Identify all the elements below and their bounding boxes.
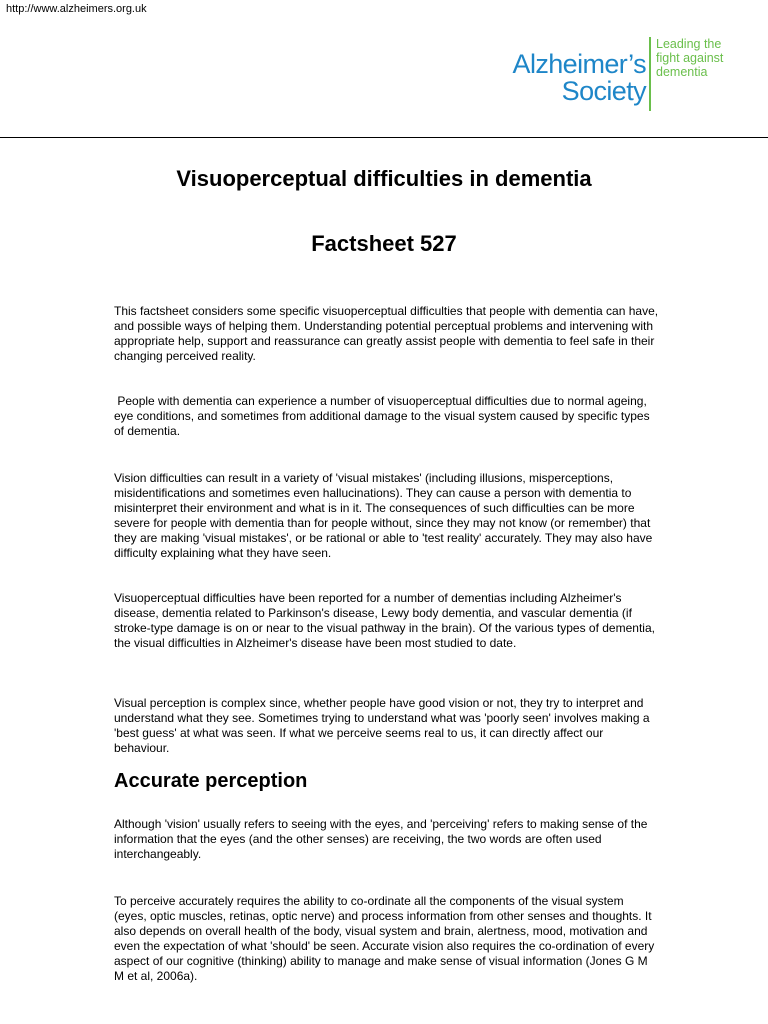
logo-name-line-2: Society [561,76,646,106]
paragraph-visual-perception: Visual perception is complex since, whether people have good vision or not, they try to interpret and understand what they see. Sometimes trying to understand what was 'poorly seen' involves making a 'best guess' at what was seen. If what we perceive seems real to us, it can directly affect our behaviour. [114,696,650,755]
logo-organisation-name [506,51,646,105]
paragraph-vision-difficulties: Vision difficulties can result in a variety of 'visual mistakes' (including illusions, misperceptions, misidentifications and sometimes even hallucinations). They can cause a person with dementia to misinterpret their environment and what is in it. The consequences of such difficulties can be more severe for people with dementia than for people without, since they may not know (or remember) that they are making 'visual mistakes', or be rational or able to 'test reality' accurately. They may also have difficulty explaining what they have seen. [114,471,653,560]
logo-tagline [656,37,723,79]
paragraph-vision-vs-perceiving: Although 'vision' usually refers to seeing with the eyes, and 'perceiving' refers to making sense of the information that the eyes (and the other senses) are receiving, the two words are often used interchangeably. [114,817,648,861]
section-heading-accurate-perception: Accurate perception [114,770,308,792]
header-url: http://www.alzheimers.org.uk [6,3,147,15]
alzheimers-society-logo [506,37,746,113]
header-divider [0,137,768,138]
paragraph-perceive-accurately: To perceive accurately requires the ability to co-ordinate all the components of the visual system (eyes, optic muscles, retinas, optic nerve) and process information from other senses and thoughts. It also depends on overall health of the body, visual system and brain, alertness, mood, motivation and even the expectation of what 'should' be seen. Accurate vision also requires the co-ordination of every aspect of our cognitive (thinking) ability to manage and make sense of visual information (Jones G M M et al, 2006a). [114,894,655,983]
paragraph-intro: This factsheet considers some specific visuoperceptual difficulties that people with dementia can have, and possible ways of helping them. Understanding potential perceptual problems and intervening with appropriate help, support and reassurance can greatly assist people with dementia to feel safe in their changing perceived reality. [114,304,659,363]
document-title: Visuoperceptual difficulties in dementia [176,166,592,191]
document-subtitle: Factsheet 527 [311,231,457,256]
logo-name-line-1: Alzheimer’s [512,49,646,79]
paragraph-visuoperceptual-causes: People with dementia can experience a number of visuoperceptual difficulties due to normal ageing, eye conditions, and sometimes from additional damage to the visual system caused by specific types of dementia. [114,394,653,438]
logo-tagline-line-1: Leading the [656,37,722,51]
paragraph-dementia-types: Visuoperceptual difficulties have been reported for a number of dementias including Alzheimer's disease, dementia related to Parkinson's disease, Lewy body dementia, and vascular dementia (if stroke-type damage is on or near to the visual pathway in the brain). Of the various types of dementia, the visual difficulties in Alzheimer's disease have been most studied to date. [114,591,655,650]
logo-tagline-line-3: dementia [656,65,708,79]
logo-tagline-line-2: fight against [656,51,724,65]
logo-divider [649,37,651,111]
